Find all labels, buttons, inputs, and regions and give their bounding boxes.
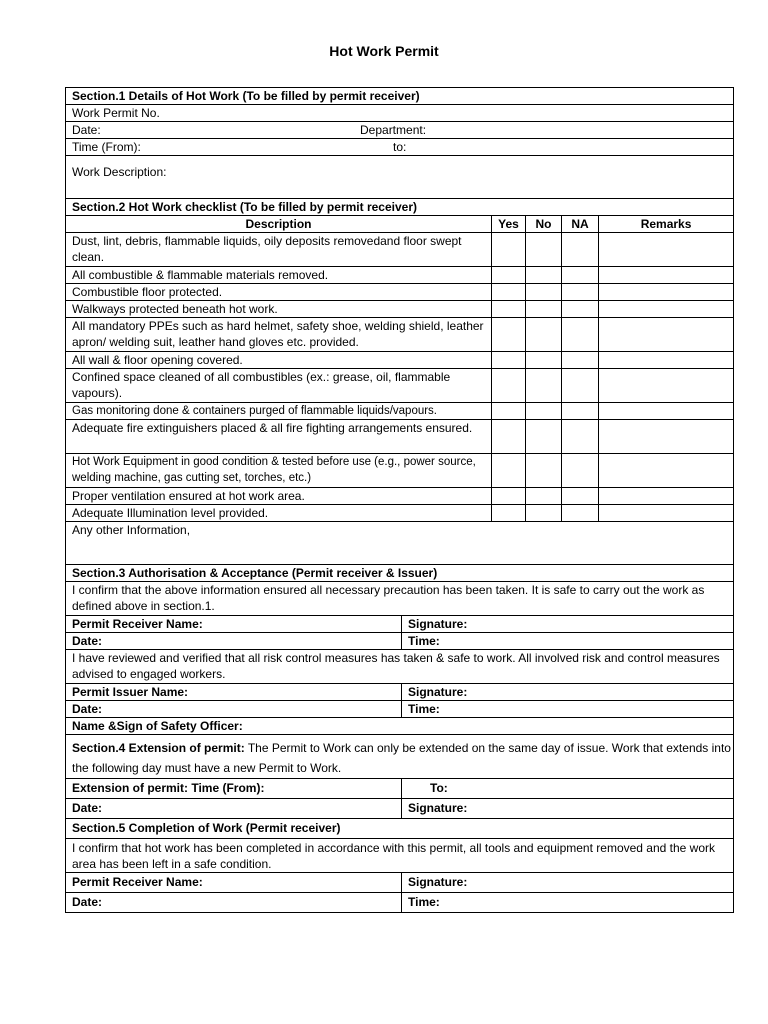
yes-cell[interactable] <box>492 301 526 318</box>
na-cell[interactable] <box>562 352 599 369</box>
time-row[interactable] <box>66 139 734 156</box>
date-label: Date: <box>72 123 101 137</box>
completion-receiver-name-field[interactable]: Permit Receiver Name: <box>66 873 402 893</box>
remarks-cell[interactable] <box>599 420 734 454</box>
yes-cell[interactable] <box>492 267 526 284</box>
permit-issuer-name-field[interactable]: Permit Issuer Name: <box>66 684 402 701</box>
permit-receiver-name-field[interactable]: Permit Receiver Name: <box>66 616 402 633</box>
remarks-cell[interactable] <box>599 403 734 420</box>
na-cell[interactable] <box>562 369 599 403</box>
remarks-cell[interactable] <box>599 352 734 369</box>
no-cell[interactable] <box>526 267 562 284</box>
completion-time-field[interactable]: Time: <box>402 893 734 913</box>
yes-cell[interactable] <box>492 284 526 301</box>
issuer-review-text: I have reviewed and verified that all risk control measures has taken & safe to work. All involved risk and control measures advised to engaged workers. <box>66 650 734 684</box>
time-to-label: to: <box>393 140 407 154</box>
remarks-cell[interactable] <box>599 233 734 267</box>
issuer-signature-field[interactable]: Signature: <box>402 684 734 701</box>
section4-description: The Permit to Work can only be extended on the same day of issue. Work that extends into the following day must have a new Permit to Work. <box>72 741 731 775</box>
no-cell[interactable] <box>526 488 562 505</box>
document-title: Hot Work Permit <box>329 43 439 59</box>
receiver-signature-field[interactable]: Signature: <box>402 616 734 633</box>
no-cell[interactable] <box>526 403 562 420</box>
issuer-time-field[interactable]: Time: <box>402 701 734 718</box>
yes-cell[interactable] <box>492 318 526 352</box>
extension-to-field[interactable]: To: <box>402 779 734 799</box>
other-information-field[interactable]: Any other Information, <box>66 522 734 565</box>
safety-officer-field[interactable]: Name &Sign of Safety Officer: <box>66 718 734 735</box>
checklist-item: Hot Work Equipment in good condition & tested before use (e.g., power source, welding machine, gas cutting set, torches, etc.) <box>66 454 492 488</box>
checklist-item: Combustible floor protected. <box>66 284 492 301</box>
remarks-cell[interactable] <box>599 505 734 522</box>
section1-header: Section.1 Details of Hot Work (To be filled by permit receiver) <box>66 88 734 105</box>
remarks-cell[interactable] <box>599 488 734 505</box>
yes-cell[interactable] <box>492 488 526 505</box>
completion-confirmation-text: I confirm that hot work has been completed in accordance with this permit, all tools and equipment removed and the work area has been left in a safe condition. <box>66 839 734 873</box>
section3-header: Section.3 Authorisation & Acceptance (Permit receiver & Issuer) <box>66 565 734 582</box>
na-cell[interactable] <box>562 488 599 505</box>
na-cell[interactable] <box>562 505 599 522</box>
yes-cell[interactable] <box>492 420 526 454</box>
remarks-cell[interactable] <box>599 301 734 318</box>
checklist-item: All wall & floor opening covered. <box>66 352 492 369</box>
department-label: Department: <box>360 123 427 137</box>
extension-date-field[interactable]: Date: <box>66 799 402 819</box>
time-from-label: Time (From): <box>72 140 141 154</box>
checklist-item: Proper ventilation ensured at hot work area. <box>66 488 492 505</box>
na-cell[interactable] <box>562 420 599 454</box>
na-cell[interactable] <box>562 233 599 267</box>
checklist-item: Adequate Illumination level provided. <box>66 505 492 522</box>
no-cell[interactable] <box>526 369 562 403</box>
na-cell[interactable] <box>562 284 599 301</box>
no-cell[interactable] <box>526 505 562 522</box>
na-cell[interactable] <box>562 267 599 284</box>
work-description-field[interactable]: Work Description: <box>66 156 734 199</box>
column-yes: Yes <box>492 216 526 233</box>
issuer-date-field[interactable]: Date: <box>66 701 402 718</box>
completion-date-field[interactable]: Date: <box>66 893 402 913</box>
yes-cell[interactable] <box>492 369 526 403</box>
checklist-item: Dust, lint, debris, flammable liquids, oily deposits removedand floor swept clean. <box>66 233 492 267</box>
date-department-row[interactable] <box>66 122 734 139</box>
na-cell[interactable] <box>562 318 599 352</box>
na-cell[interactable] <box>562 454 599 488</box>
remarks-cell[interactable] <box>599 284 734 301</box>
column-description: Description <box>66 216 492 233</box>
no-cell[interactable] <box>526 454 562 488</box>
receiver-time-field[interactable]: Time: <box>402 633 734 650</box>
hot-work-permit-form <box>65 87 734 913</box>
remarks-cell[interactable] <box>599 369 734 403</box>
column-remarks: Remarks <box>599 216 734 233</box>
remarks-cell[interactable] <box>599 318 734 352</box>
no-cell[interactable] <box>526 318 562 352</box>
checklist-item: Walkways protected beneath hot work. <box>66 301 492 318</box>
section4-title: Section.4 Extension of permit: <box>72 741 245 755</box>
na-cell[interactable] <box>562 301 599 318</box>
column-no: No <box>526 216 562 233</box>
no-cell[interactable] <box>526 301 562 318</box>
remarks-cell[interactable] <box>599 267 734 284</box>
checklist-item: All combustible & flammable materials removed. <box>66 267 492 284</box>
checklist-item: All mandatory PPEs such as hard helmet, safety shoe, welding shield, leather apron/ welding suit, leather hand gloves etc. provided. <box>66 318 492 352</box>
no-cell[interactable] <box>526 284 562 301</box>
yes-cell[interactable] <box>492 233 526 267</box>
extension-signature-field[interactable]: Signature: <box>402 799 734 819</box>
checklist-item: Adequate fire extinguishers placed & all fire fighting arrangements ensured. <box>66 420 492 454</box>
receiver-date-field[interactable]: Date: <box>66 633 402 650</box>
checklist-item: Confined space cleaned of all combustibles (ex.: grease, oil, flammable vapours). <box>66 369 492 403</box>
remarks-cell[interactable] <box>599 454 734 488</box>
receiver-confirmation-text: I confirm that the above information ensured all necessary precaution has been taken. It is safe to carry out the work as defined above in section.1. <box>66 582 734 616</box>
no-cell[interactable] <box>526 233 562 267</box>
yes-cell[interactable] <box>492 352 526 369</box>
completion-signature-field[interactable]: Signature: <box>402 873 734 893</box>
yes-cell[interactable] <box>492 403 526 420</box>
column-na: NA <box>562 216 599 233</box>
extension-time-from-field[interactable]: Extension of permit: Time (From): <box>66 779 402 799</box>
section5-header: Section.5 Completion of Work (Permit receiver) <box>66 819 734 839</box>
yes-cell[interactable] <box>492 454 526 488</box>
no-cell[interactable] <box>526 352 562 369</box>
permit-number-field[interactable]: Work Permit No. <box>66 105 734 122</box>
yes-cell[interactable] <box>492 505 526 522</box>
checklist-item: Gas monitoring done & containers purged of flammable liquids/vapours. <box>66 403 492 420</box>
section2-header: Section.2 Hot Work checklist (To be filled by permit receiver) <box>66 199 734 216</box>
na-cell[interactable] <box>562 403 599 420</box>
no-cell[interactable] <box>526 420 562 454</box>
section4-header <box>66 735 734 779</box>
